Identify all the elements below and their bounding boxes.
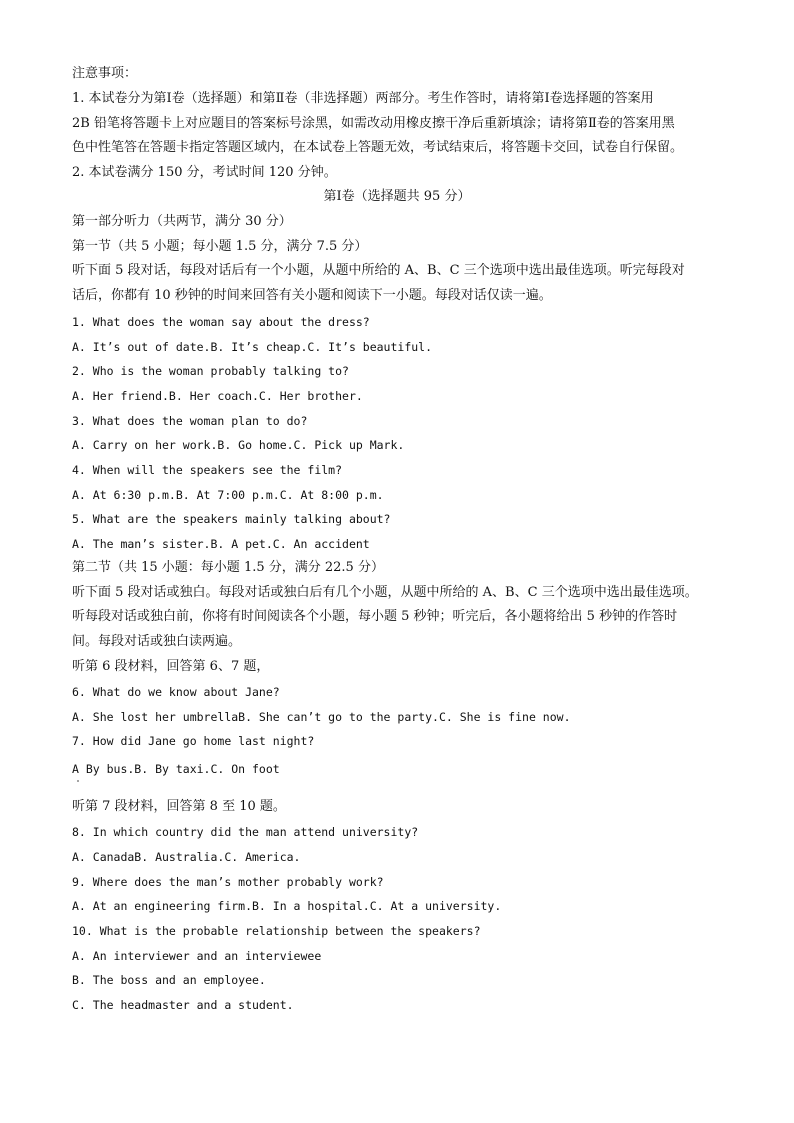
answer-option-10c: C. The headmaster and a student. [72, 998, 294, 1012]
question-10: 10. What is the probable relationship between the speakers? [72, 924, 481, 938]
question-4: 4. When will the speakers see the film? [72, 463, 343, 477]
answer-options-8: A. CanadaB. Australia.C. America. [72, 850, 301, 864]
notice-title: 注意事项： [72, 66, 138, 81]
question-5: 5. What are the speakers mainly talking about? [72, 512, 391, 526]
material-6-heading: 听第 6 段材料，回答第 6、7 题， [72, 659, 270, 674]
answer-options-7: A By bus.B. By taxi.C. On foot [72, 762, 280, 776]
section2-instruction-3: 间。每段对话或独白读两遍。 [72, 634, 242, 649]
section1-title: 第一节（共 5 小题；每小题 1.5 分，满分 7.5 分） [72, 239, 368, 254]
section2-instruction-1: 听下面 5 段对话或独白。每段对话或独白后有几个小题，从题中所给的 A、B、C 三个选项中选出最佳选项。 [72, 585, 698, 600]
notice-line-2: 2B 铅笔将答题卡上对应题目的答案标号涂黑，如需改动用橡皮擦干净后重新填涂；请将第Ⅱ卷的答案用黑 [72, 116, 675, 131]
question-3: 3. What does the woman plan to do? [72, 414, 308, 428]
section1-instruction-1: 听下面 5 段对话，每段对话后有一个小题，从题中所给的 A、B、C 三个选项中选出最佳选项。听完每段对 [72, 263, 685, 278]
answer-options-2: A. Her friend.B. Her coach.C. Her brother. [72, 389, 363, 403]
question-1: 1. What does the woman say about the dress? [72, 315, 370, 329]
answer-option-10b: B. The boss and an employee. [72, 973, 266, 987]
notice-line-1: 1. 本试卷分为第Ⅰ卷（选择题）和第Ⅱ卷（非选择题）两部分。考生作答时，请将第Ⅰ卷选择题的答案用 [72, 91, 654, 106]
question-8: 8. In which country did the man attend university? [72, 825, 419, 839]
question-9: 9. Where does the man’s mother probably work? [72, 875, 384, 889]
answer-options-4: A. At 6:30 p.m.B. At 7:00 p.m.C. At 8:00 p.m. [72, 488, 384, 502]
stray-mark [77, 780, 79, 782]
answer-options-9: A. At an engineering firm.B. In a hospital.C. At a university. [72, 899, 502, 913]
section1-instruction-2: 话后，你都有 10 秒钟的时间来回答有关小题和阅读下一小题。每段对话仅读一遍。 [72, 288, 552, 303]
question-2: 2. Who is the woman probably talking to? [72, 364, 349, 378]
answer-options-1: A. It’s out of date.B. It’s cheap.C. It’s beautiful. [72, 340, 433, 354]
answer-options-6: A. She lost her umbrellaB. She can’t go to the party.C. She is fine now. [72, 710, 571, 724]
section2-title: 第二节（共 15 小题：每小题 1.5 分，满分 22.5 分） [72, 560, 384, 575]
volume-title: 第Ⅰ卷（选择题共 95 分） [323, 189, 471, 204]
question-7: 7. How did Jane go home last night? [72, 734, 315, 748]
notice-line-4: 2. 本试卷满分 150 分，考试时间 120 分钟。 [72, 165, 337, 180]
question-6: 6. What do we know about Jane? [72, 685, 280, 699]
material-7-heading: 听第 7 段材料，回答第 8 至 10 题。 [72, 799, 286, 814]
answer-option-10a: A. An interviewer and an interviewee [72, 949, 322, 963]
answer-options-3: A. Carry on her work.B. Go home.C. Pick up Mark. [72, 438, 405, 452]
notice-line-3: 色中性笔答在答题卡指定答题区域内，在本试卷上答题无效，考试结束后，将答题卡交回，试卷自行保留。 [72, 140, 684, 155]
part1-title: 第一部分听力（共两节，满分 30 分） [72, 214, 292, 229]
section2-instruction-2: 听每段对话或独白前，你将有时间阅读各个小题，每小题 5 秒钟；听完后，各小题将给出 5 秒钟的作答时 [72, 609, 678, 624]
answer-options-5: A. The man’s sister.B. A pet.C. An accident [72, 537, 370, 551]
